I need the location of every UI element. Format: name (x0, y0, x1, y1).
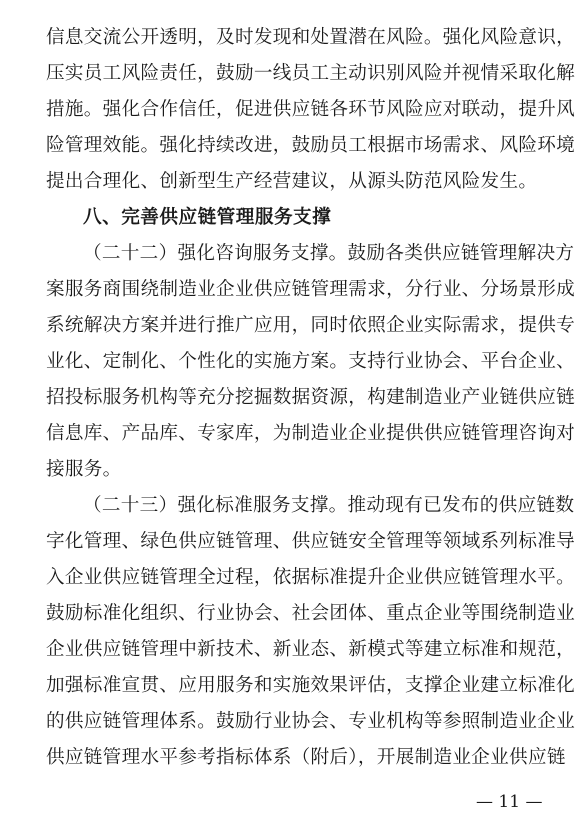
paragraph-23-line: 鼓励标准化组织、行业协会、社会团体、重点企业等围绕制造业 (46, 603, 576, 624)
paragraph-23-line: 供应链管理水平参考指标体系（附后），开展制造业企业供应链 (46, 747, 566, 768)
paragraph-23-line: 加强标准宣贯、应用服务和实施效果评估，支撑企业建立标准化 (46, 675, 576, 696)
paragraph-22-line: 系统解决方案并进行推广应用，同时依照企业实际需求，提供专 (46, 315, 576, 336)
page-number: — 11 — (476, 792, 543, 812)
paragraph-23-line: 的供应链管理体系。鼓励行业协会、专业机构等参照制造业企业 (46, 711, 576, 732)
paragraph-22-line: 招投标服务机构等充分挖掘数据资源，构建制造业产业链供应链 (46, 387, 576, 408)
body-text-line: 提出合理化、创新型生产经营建议，从源头防范风险发生。 (46, 171, 538, 192)
paragraph-23-line: 入企业供应链管理全过程，依据标准提升企业供应链管理水平。 (46, 567, 576, 588)
section-heading: 八、完善供应链管理服务支撑 (83, 207, 332, 228)
body-text-line: 压实员工风险责任，鼓励一线员工主动识别风险并视情采取化解 (46, 63, 576, 84)
paragraph-22-line: 信息库、产品库、专家库，为制造业企业提供供应链管理咨询对 (46, 423, 576, 444)
body-text-line: 信息交流公开透明，及时发现和处置潜在风险。强化风险意识， (46, 27, 576, 48)
paragraph-22-line: 案服务商围绕制造业企业供应链管理需求，分行业、分场景形成 (46, 279, 576, 300)
body-text-line: 险管理效能。强化持续改进，鼓励员工根据市场需求、风险环境 (46, 135, 576, 156)
body-text-line: 措施。强化合作信任，促进供应链各环节风险应对联动，提升风 (46, 99, 576, 120)
paragraph-22-line: 业化、定制化、个性化的实施方案。支持行业协会、平台企业、 (46, 351, 576, 372)
paragraph-22-line: （二十二）强化咨询服务支撑。鼓励各类供应链管理解决方 (83, 243, 575, 264)
paragraph-23-line: 字化管理、绿色供应链管理、供应链安全管理等领域系列标准导 (46, 531, 576, 552)
paragraph-22-line: 接服务。 (46, 459, 122, 480)
paragraph-23-line: （二十三）强化标准服务支撑。推动现有已发布的供应链数 (83, 495, 575, 516)
paragraph-23-line: 企业供应链管理中新技术、新业态、新模式等建立标准和规范， (46, 639, 576, 660)
